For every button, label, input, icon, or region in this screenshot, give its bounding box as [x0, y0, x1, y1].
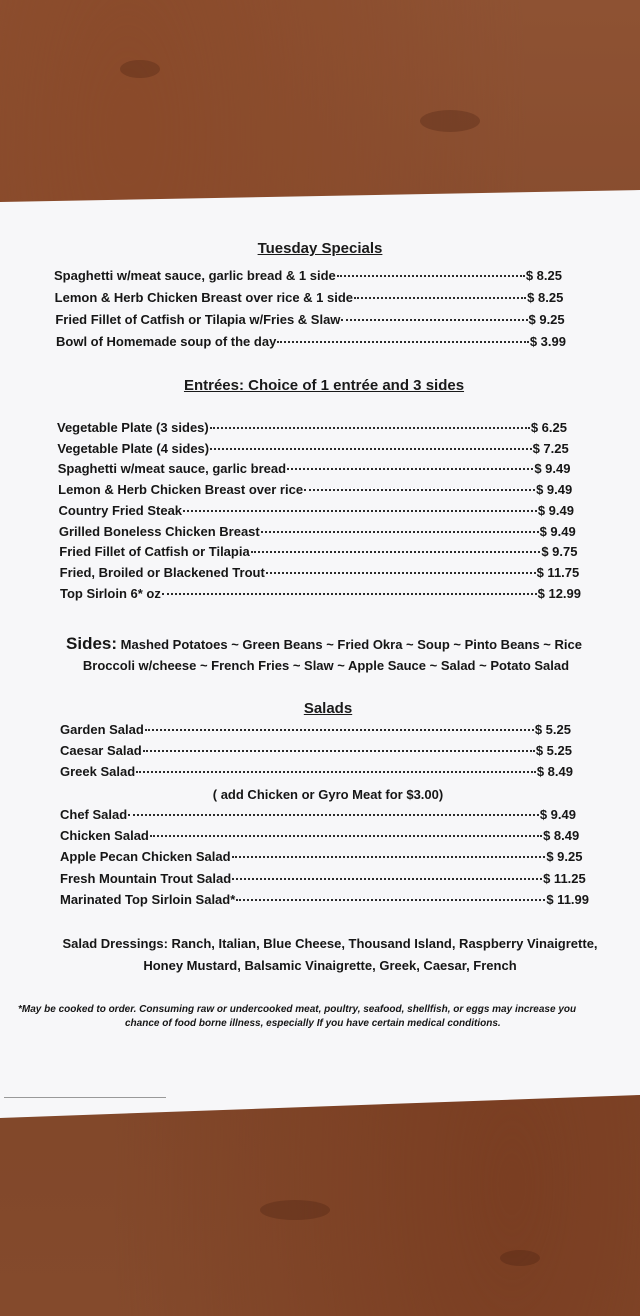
menu-item-name: Greek Salad: [60, 764, 136, 779]
menu-item-row: [60, 849, 583, 864]
menu-item-price: $ 9.49: [539, 807, 576, 822]
dot-leader: [210, 448, 531, 450]
dot-leader: [261, 531, 539, 533]
menu-item-row: [57, 420, 567, 435]
surface-texture: [260, 1200, 330, 1220]
menu-item-row: [60, 743, 572, 758]
dot-leader: [354, 297, 526, 299]
menu-item-name: Fried, Broiled or Blackened Trout: [59, 564, 265, 580]
sides-label: Sides:: [66, 634, 118, 653]
menu-item-price: $ 3.99: [529, 334, 566, 349]
menu-item-price: $ 12.99: [537, 585, 581, 601]
dot-leader: [266, 572, 536, 574]
sides-list-1: Mashed Potatoes ~ Green Beans ~ Fried Okra ~ Soup ~ Pinto Beans ~ Rice: [120, 637, 582, 652]
salad-addon-note: ( add Chicken or Gyro Meat for $3.00): [212, 787, 444, 802]
dot-leader: [277, 341, 529, 343]
menu-item-row: [55, 312, 564, 327]
dot-leader: [251, 551, 541, 553]
menu-item-name: Country Fried Steak: [58, 502, 183, 518]
menu-item-price: $ 9.49: [536, 482, 573, 498]
menu-item-price: $ 9.25: [528, 312, 565, 327]
menu-item-name: Chef Salad: [60, 807, 128, 822]
surface-texture: [120, 60, 160, 78]
dot-leader: [236, 899, 545, 901]
menu-item-row: [60, 722, 571, 737]
menu-item-price: $ 9.25: [546, 849, 583, 865]
menu-item-name: Caesar Salad: [60, 743, 142, 758]
dot-leader: [232, 878, 542, 880]
dot-leader: [341, 319, 527, 321]
disclaimer-line-1: *May be cooked to order. Consuming raw or undercooked meat, poultry, seafood, shellfish, or eggs may increase you: [18, 1004, 577, 1015]
entrees-title: Entrées: Choice of 1 entrée and 3 sides: [183, 377, 465, 394]
menu-item-price: $ 11.25: [543, 870, 586, 886]
menu-item-name: Garden Salad: [60, 722, 144, 737]
dressings-line-2: Honey Mustard, Balsamic Vinaigrette, Greek, Caesar, French: [143, 958, 517, 973]
menu-item-price: $ 5.25: [535, 743, 572, 758]
dressings-line-1: Salad Dressings: Ranch, Italian, Blue Cheese, Thousand Island, Raspberry Vinaigrette,: [62, 936, 598, 951]
menu-item-row: [60, 565, 580, 580]
menu-item-price: $ 9.49: [534, 461, 571, 477]
menu-item-name: Fresh Mountain Trout Salad: [60, 870, 232, 886]
menu-item-name: Fried Fillet of Catfish or Tilapia w/Fries & Slaw: [55, 312, 341, 327]
table-surface-top: [0, 0, 640, 200]
dot-leader: [145, 729, 534, 731]
menu-item-price: $ 9.49: [539, 523, 576, 539]
menu-item-name: Lemon & Herb Chicken Breast over rice: [58, 482, 304, 498]
tuesday-specials-title: Tuesday Specials: [257, 240, 383, 257]
menu-item-row: [58, 461, 571, 476]
menu-item-name: Chicken Salad: [60, 828, 149, 844]
dot-leader: [232, 856, 546, 858]
menu-item-price: $ 8.25: [527, 290, 564, 305]
surface-texture: [420, 110, 480, 132]
menu-item-name: Apple Pecan Chicken Salad: [60, 849, 231, 865]
menu-item-price: $ 5.25: [534, 722, 571, 737]
menu-item-name: Marinated Top Sirloin Salad*: [60, 891, 236, 907]
menu-item-row: [57, 441, 568, 456]
menu-item-row: [59, 503, 575, 518]
menu-item-row: [60, 892, 589, 907]
dot-leader: [136, 771, 536, 773]
surface-texture: [500, 1250, 540, 1266]
menu-item-name: Fried Fillet of Catfish or Tilapia: [59, 544, 250, 560]
menu-item-name: Vegetable Plate (4 sides): [57, 440, 210, 456]
menu-item-name: Top Sirloin 6* oz: [60, 585, 161, 601]
menu-item-row: [59, 524, 576, 539]
dot-leader: [143, 750, 535, 752]
menu-item-price: $ 11.75: [536, 564, 580, 580]
menu-item-row: [60, 764, 573, 779]
menu-item-price: $ 11.99: [546, 891, 589, 907]
menu-item-name: Spaghetti w/meat sauce, garlic bread & 1 side: [54, 268, 336, 283]
sides-line-2: Broccoli w/cheese ~ French Fries ~ Slaw ~ Apple Sauce ~ Salad ~ Potato Salad: [82, 658, 570, 673]
dot-leader: [128, 814, 539, 816]
menu-item-price: $ 9.75: [541, 544, 578, 560]
menu-item-row: [60, 807, 576, 822]
menu-item-price: $ 8.25: [525, 268, 562, 283]
dot-leader: [287, 468, 533, 470]
menu-item-row: [55, 290, 564, 305]
menu-item-row: [60, 828, 579, 843]
dot-leader: [337, 275, 525, 277]
menu-item-name: Lemon & Herb Chicken Breast over rice & 1 side: [54, 290, 354, 305]
dot-leader: [162, 593, 537, 595]
dot-leader: [304, 489, 535, 491]
menu-item-price: $ 9.49: [537, 502, 574, 518]
menu-item-row: [56, 334, 566, 349]
menu-item-row: [59, 544, 577, 559]
menu-item-row: [60, 586, 581, 601]
menu-item-row: [54, 268, 562, 283]
signature-line: [4, 1097, 166, 1098]
disclaimer-line-2: chance of food borne illness, especially If you have certain medical conditions.: [125, 1018, 501, 1029]
menu-sheet: [0, 190, 640, 1118]
dot-leader: [150, 835, 542, 837]
menu-item-price: $ 8.49: [543, 828, 580, 844]
salads-title: Salads: [303, 700, 353, 717]
dot-leader: [183, 510, 537, 512]
menu-item-price: $ 7.25: [532, 440, 569, 456]
menu-item-name: Grilled Boneless Chicken Breast: [58, 523, 260, 539]
sides-line-1: [4, 634, 640, 654]
menu-item-price: $ 6.25: [530, 420, 567, 435]
menu-item-row: [60, 871, 586, 886]
menu-item-price: $ 8.49: [536, 764, 573, 779]
menu-item-name: Bowl of Homemade soup of the day: [56, 334, 277, 349]
menu-item-name: Spaghetti w/meat sauce, garlic bread: [57, 461, 287, 477]
menu-item-name: Vegetable Plate (3 sides): [57, 420, 209, 435]
menu-item-row: [58, 482, 572, 497]
dot-leader: [210, 427, 530, 429]
